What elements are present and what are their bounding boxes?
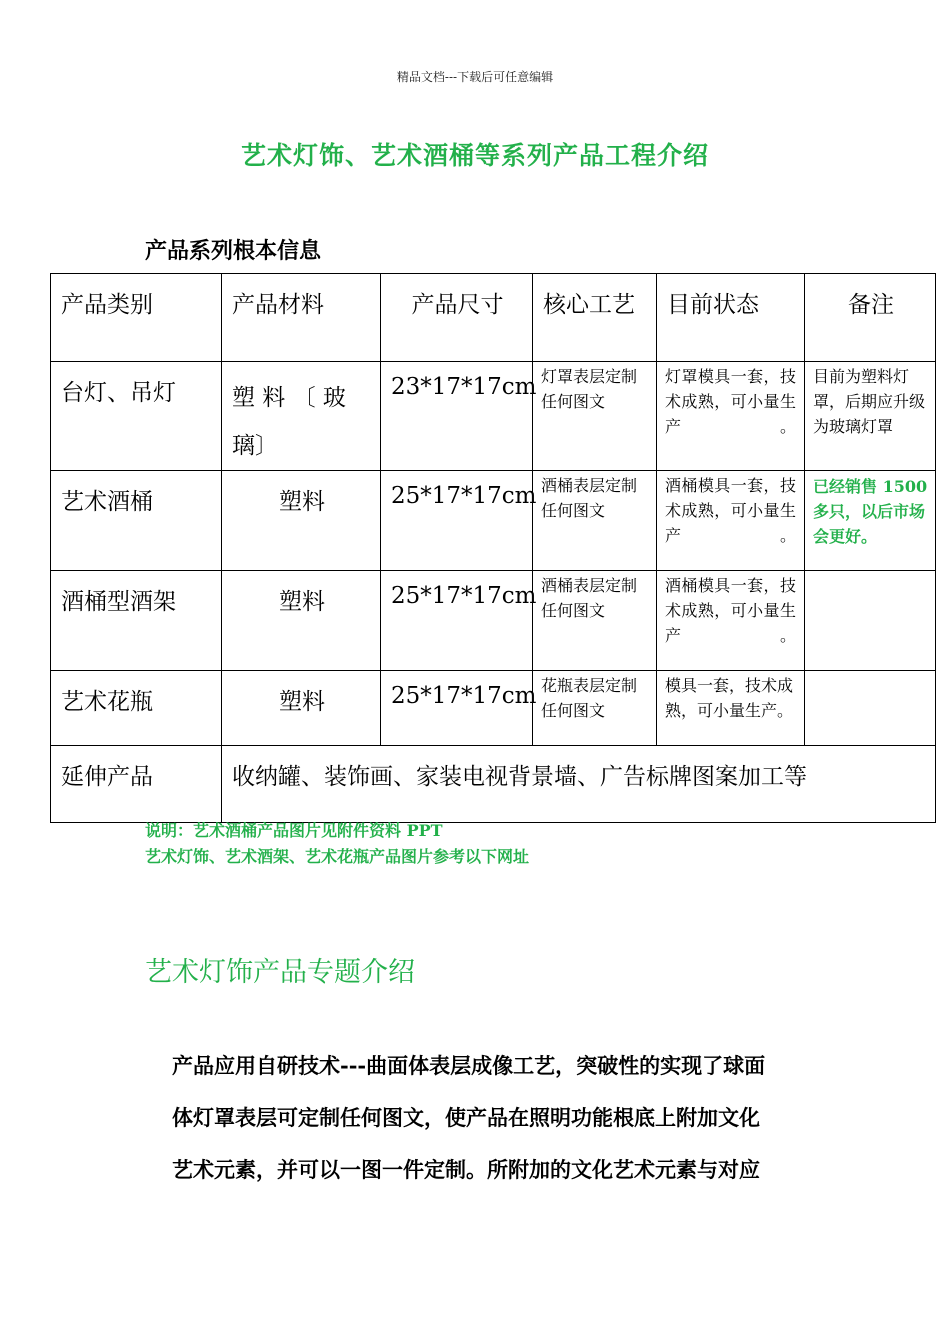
table-row bbox=[51, 571, 936, 671]
cell-material: 塑 料 〔 玻 璃〕 bbox=[222, 362, 381, 471]
table-header-row bbox=[51, 274, 936, 362]
extension-label: 延伸产品 bbox=[51, 746, 222, 823]
note-line: 说明：艺术酒桶产品图片见附件资料 PPT bbox=[145, 821, 443, 840]
cell-material: 塑料 bbox=[222, 671, 381, 746]
header-note: 备注 bbox=[805, 274, 936, 362]
cell-material: 塑料 bbox=[222, 571, 381, 671]
cell-size: 25*17*17cm bbox=[381, 471, 533, 571]
header-process: 核心工艺 bbox=[533, 274, 657, 362]
cell-status: 模具一套，技术成熟，可小量生产。 bbox=[657, 671, 805, 746]
cell-category: 台灯、吊灯 bbox=[51, 362, 222, 471]
section-heading: 产品系列根本信息 bbox=[145, 238, 322, 264]
cell-category: 艺术酒桶 bbox=[51, 471, 222, 571]
paragraph-line: 艺术元素，并可以一图一件定制。所附加的文化艺术元素与对应 bbox=[172, 1157, 760, 1182]
cell-status: 灯罩模具一套，技术成熟，可小量生产。 bbox=[657, 362, 805, 471]
extension-value: 收纳罐、装饰画、家装电视背景墙、广告标牌图案加工等 bbox=[222, 746, 936, 823]
cell-size: 25*17*17cm bbox=[381, 571, 533, 671]
header-status: 目前状态 bbox=[657, 274, 805, 362]
cell-note: 目前为塑料灯罩，后期应升级为玻璃灯罩 bbox=[805, 362, 936, 471]
table-row bbox=[51, 471, 936, 571]
cell-process: 酒桶表层定制任何图文 bbox=[533, 571, 657, 671]
table-row bbox=[51, 362, 936, 471]
paragraph-line: 产品应用自研技术---曲面体表层成像工艺，突破性的实现了球面 bbox=[172, 1053, 766, 1078]
extension-row bbox=[51, 746, 936, 823]
header-material: 产品材料 bbox=[222, 274, 381, 362]
header-note: 精品文档---下载后可任意编辑 bbox=[396, 70, 554, 84]
cell-status: 酒桶模具一套，技术成熟，可小量生产。 bbox=[657, 471, 805, 571]
cell-size: 25*17*17cm bbox=[381, 671, 533, 746]
cell-note bbox=[805, 571, 936, 671]
table-row bbox=[51, 671, 936, 746]
cell-process: 酒桶表层定制任何图文 bbox=[533, 471, 657, 571]
cell-category: 艺术花瓶 bbox=[51, 671, 222, 746]
cell-material: 塑料 bbox=[222, 471, 381, 571]
cell-process: 灯罩表层定制任何图文 bbox=[533, 362, 657, 471]
header-category: 产品类别 bbox=[51, 274, 222, 362]
header-size: 产品尺寸 bbox=[381, 274, 533, 362]
cell-note-highlight: 已经销售 1500 多只，以后市场会更好。 bbox=[805, 471, 936, 571]
paragraph-line: 体灯罩表层可定制任何图文，使产品在照明功能根底上附加文化 bbox=[172, 1105, 760, 1130]
cell-note bbox=[805, 671, 936, 746]
note-line: 艺术灯饰、艺术酒架、艺术花瓶产品图片参考以下网址 bbox=[145, 847, 530, 866]
topic-heading: 艺术灯饰产品专题介绍 bbox=[145, 957, 415, 988]
document-title: 艺术灯饰、艺术酒桶等系列产品工程介绍 bbox=[240, 141, 709, 170]
cell-size: 23*17*17cm bbox=[381, 362, 533, 471]
cell-category: 酒桶型酒架 bbox=[51, 571, 222, 671]
cell-status: 酒桶模具一套，技术成熟，可小量生产。 bbox=[657, 571, 805, 671]
product-info-table bbox=[50, 273, 936, 823]
cell-process: 花瓶表层定制任何图文 bbox=[533, 671, 657, 746]
